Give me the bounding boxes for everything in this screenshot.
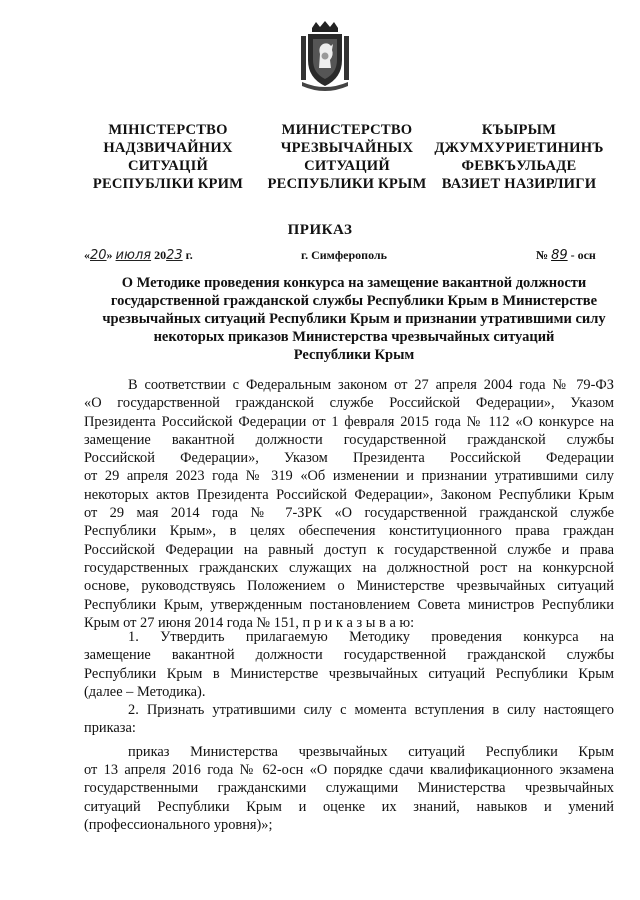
header-line: ЧРЕЗВЫЧАЙНЫХ	[280, 140, 414, 156]
body-line: некоторых актов Президента Российской Федерации», Законом Республики Крым	[84, 486, 614, 503]
number-suffix: - осн	[567, 248, 596, 262]
date-quote-open: «	[84, 248, 90, 262]
header-line: НАДЗВИЧАЙНИХ	[103, 140, 233, 156]
header-line: РЕСПУБЛІКИ КРИМ	[92, 176, 244, 192]
preamble-paragraph	[84, 376, 614, 632]
date-year-suffix: 23	[166, 248, 183, 263]
header-line: РЕСПУБЛИКИ КРЫМ	[267, 176, 427, 192]
body-line: Президента Российской Федерации от 1 февраля 2015 года № 112 «О конкурсе на	[84, 413, 614, 430]
item-1-line: 1. Утвердить прилагаемую Методику проведения конкурса на	[128, 629, 614, 645]
body-line: Крым от 27 июня 2014 года № 151, п р и к а з ы в а ю:	[84, 614, 415, 631]
header-russian	[257, 121, 437, 193]
subject-line: чрезвычайных ситуаций Республики Крым и признании утратившими силу	[102, 311, 606, 327]
item-2-line: 2. Признать утратившими силу с момента вступления в силу настоящего	[128, 702, 614, 719]
body-line: Российской Федерации на равный доступ к государственной службе и права	[84, 541, 614, 558]
date-day: 20	[90, 248, 107, 263]
document-date	[84, 248, 193, 263]
body-line: «О государственной гражданской службе Российской Федерации», Указом	[84, 395, 614, 412]
item-2-sub-line: (профессионального уровня)»;	[84, 816, 273, 833]
date-quote-close: »	[106, 248, 116, 262]
number-value: 89	[551, 248, 568, 263]
item-2-sub-line: ситуаций Республики Крым и оценке их знаний, навыков и умений	[84, 798, 614, 815]
header-line: КЪЫРЫМ	[481, 122, 557, 138]
item-1-line: замещение вакантной должности государственной гражданской службы	[84, 647, 614, 664]
body-line: В соответствии с Федеральным законом от 27 апреля 2004 года № 79-ФЗ	[128, 377, 614, 393]
document-subject	[84, 274, 624, 364]
header-line: ВАЗИЕТ НАЗИРЛИГИ	[441, 176, 597, 192]
header-line: ФЕВКЪУЛЬАДЕ	[461, 158, 577, 174]
item-2-sub-line: от 13 апреля 2016 года № 62-осн «О порядке сдачи квалификационного экзамена	[84, 762, 614, 779]
date-year-prefix: 20	[151, 248, 167, 262]
subject-line: О Методике проведения конкурса на замещение вакантной должности	[121, 275, 587, 291]
date-suffix: г.	[182, 248, 193, 262]
coat-of-arms-icon	[298, 20, 352, 92]
subject-line: государственной гражданской службы Республики Крым в Министерстве	[110, 293, 598, 309]
header-line: МІНІСТЕРСТВО	[108, 122, 228, 138]
document-number	[536, 248, 596, 263]
header-crimean-tatar	[419, 121, 619, 193]
header-line: ДЖУМХУРИЕТИНИНЪ	[434, 140, 604, 156]
number-prefix: №	[536, 248, 552, 262]
body-line: Республики Крым», в целях обеспечения конституционного права граждан	[84, 523, 614, 540]
body-line: Республики Крым, утвержденным постановлением Совета министров Республики	[84, 596, 614, 613]
body-line: замещение вакантной должности государственной гражданской службы	[84, 431, 614, 448]
body-line: от 29 апреля 2023 года № 319 «Об изменении и признании утратившими силу	[84, 468, 614, 485]
order-items	[84, 628, 614, 834]
header-line: СИТУАЦИЙ	[304, 158, 390, 174]
date-month: июля	[115, 248, 152, 263]
header-line: МИНИСТЕРСТВО	[281, 122, 413, 138]
body-line: от 29 мая 2014 года № 7-ЗРК «О государственной гражданской службе	[84, 505, 614, 522]
body-line: государственных гражданских служащих на должностной рост на конкурсной	[84, 559, 614, 576]
item-2-line: приказа:	[84, 720, 136, 737]
subject-line: Республики Крым	[293, 347, 415, 363]
item-2-sub-line: приказ Министерства чрезвычайных ситуаций Республики Крым	[128, 743, 614, 760]
item-2-sub-line: государственными гражданскими служащими Министерства чрезвычайных	[84, 780, 614, 797]
document-type: ПРИКАЗ	[287, 222, 353, 238]
subject-line: некоторых приказов Министерства чрезвычайных ситуаций	[153, 329, 555, 345]
item-1-line: (далее – Методика).	[84, 683, 206, 700]
body-line: основе, руководствуясь Положением о Министерстве чрезвычайных ситуаций	[84, 578, 614, 595]
body-line: Российской Федерации», Указом Президента Российской Федерации	[84, 450, 614, 467]
item-1-line: Республики Крым в Министерстве чрезвычайных ситуаций Республики Крым	[84, 665, 614, 682]
header-ukrainian	[84, 121, 252, 193]
header-line: СИТУАЦІЙ	[127, 158, 209, 174]
document-city: г. Симферополь	[301, 248, 387, 262]
